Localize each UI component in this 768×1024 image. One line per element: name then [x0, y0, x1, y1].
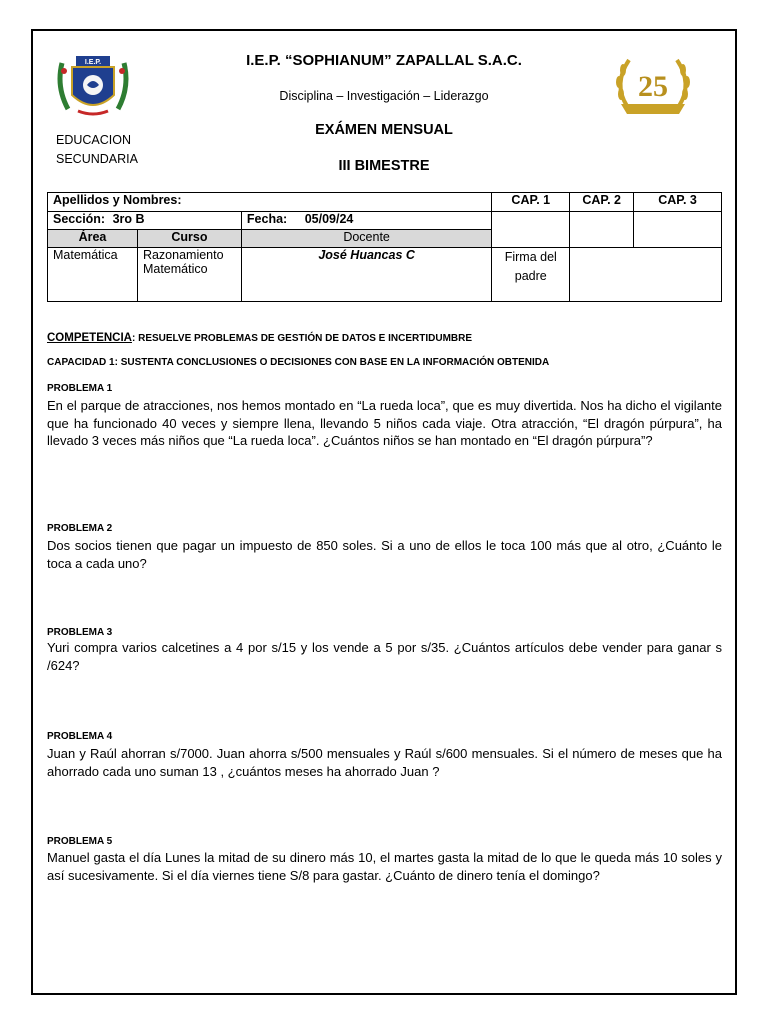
- problem-5-title: PROBLEMA 5: [47, 836, 113, 847]
- section-field: [48, 212, 242, 230]
- capacidad-heading: CAPACIDAD 1: SUSTENTA CONCLUSIONES O DECISIONES CON BASE EN LA INFORMACIÓN OBTENIDA: [47, 357, 550, 368]
- student-info-table: [47, 192, 722, 302]
- school-name: I.E.P. “SOPHIANUM” ZAPALLAL S.A.C.: [246, 52, 522, 69]
- problem-4-title: PROBLEMA 4: [47, 731, 113, 742]
- date-label: Fecha:: [246, 212, 288, 226]
- problem-3-text: Yuri compra varios calcetines a 4 por s/15 y los vende a 5 por s/35. ¿Cuántos artículos debe vender para ganar s /624?: [47, 640, 722, 673]
- date-field: [241, 212, 491, 230]
- term-title: III BIMESTRE: [338, 158, 430, 174]
- problem-3-title: PROBLEMA 3: [47, 627, 113, 638]
- problem-2-title: PROBLEMA 2: [47, 523, 113, 534]
- cap2-header: CAP. 2: [570, 193, 634, 212]
- cap3-header: CAP. 3: [634, 193, 722, 212]
- crest-lettering: I.E.P.: [84, 59, 102, 66]
- education-level: [56, 131, 138, 169]
- course-line1: Razonamiento: [142, 248, 224, 262]
- cap2-score-box[interactable]: [570, 212, 634, 248]
- anniversary-number: 25: [638, 70, 668, 103]
- signature-line1: Firma del: [504, 250, 557, 264]
- problem-1-text: En el parque de atracciones, nos hemos montado en “La rueda loca”, que es muy divertida. Nos ha dicho el vigilante que ha funcionado 40 veces y siempre llena, llevando 5 niños cada viaje. Otra atracción, “El dragón púrpura”, ha llevado 3 veces más niños que “La rueda loca”. ¿Cuántos niños se han montado en “El dragón púrpura”?: [47, 398, 722, 448]
- school-motto: Disciplina – Investigación – Liderazgo: [279, 89, 489, 103]
- area-value: Matemática: [48, 248, 138, 302]
- course-header: Curso: [137, 230, 241, 248]
- date-value: 05/09/24: [304, 212, 354, 226]
- section-label: Sección:: [53, 212, 106, 226]
- section-value: 3ro B: [112, 212, 145, 226]
- problem-1-title: PROBLEMA 1: [47, 383, 113, 394]
- competencia-heading: [47, 332, 472, 344]
- parent-signature-box[interactable]: [570, 248, 722, 302]
- course-line2: Matemático: [142, 262, 208, 276]
- teacher-header: Docente: [241, 230, 491, 248]
- education-level-line2: SECUNDARIA: [56, 152, 138, 166]
- problem-5-text: Manuel gasta el día Lunes la mitad de su dinero más 10, el martes gasta la mitad de lo que le queda más 10 soles y así sucesivamente. Si el día viernes tiene S/8 para gastar. ¿Cuánto de dinero tenía el domingo?: [47, 850, 722, 883]
- teacher-value: José Huancas C: [241, 248, 491, 302]
- signature-line2: padre: [514, 269, 547, 283]
- student-name-field[interactable]: Apellidos y Nombres:: [48, 193, 492, 212]
- problem-4-text: Juan y Raúl ahorran s/7000. Juan ahorra s/500 mensuales y Raúl s/600 mensuales. Si el número de meses que ha ahorrado cada uno suman 13 , ¿cuántos meses ha ahorrado Juan ?: [47, 746, 722, 779]
- course-value: [137, 248, 241, 302]
- cap1-score-box[interactable]: [492, 212, 570, 248]
- education-level-line1: EDUCACION: [56, 133, 132, 147]
- competencia-label: COMPETENCIA: [47, 332, 132, 344]
- area-header: Área: [48, 230, 138, 248]
- parent-signature-label: [492, 248, 570, 302]
- cap1-header: CAP. 1: [492, 193, 570, 212]
- competencia-text: : RESUELVE PROBLEMAS DE GESTIÓN DE DATOS E INCERTIDUMBRE: [131, 333, 473, 344]
- problem-2-text: Dos socios tienen que pagar un impuesto de 850 soles. Si a uno de ellos le toca 100 más que al otro, ¿Cuánto le toca a cada uno?: [47, 538, 722, 571]
- cap3-score-box[interactable]: [634, 212, 722, 248]
- exam-title: EXÁMEN MENSUAL: [315, 122, 453, 138]
